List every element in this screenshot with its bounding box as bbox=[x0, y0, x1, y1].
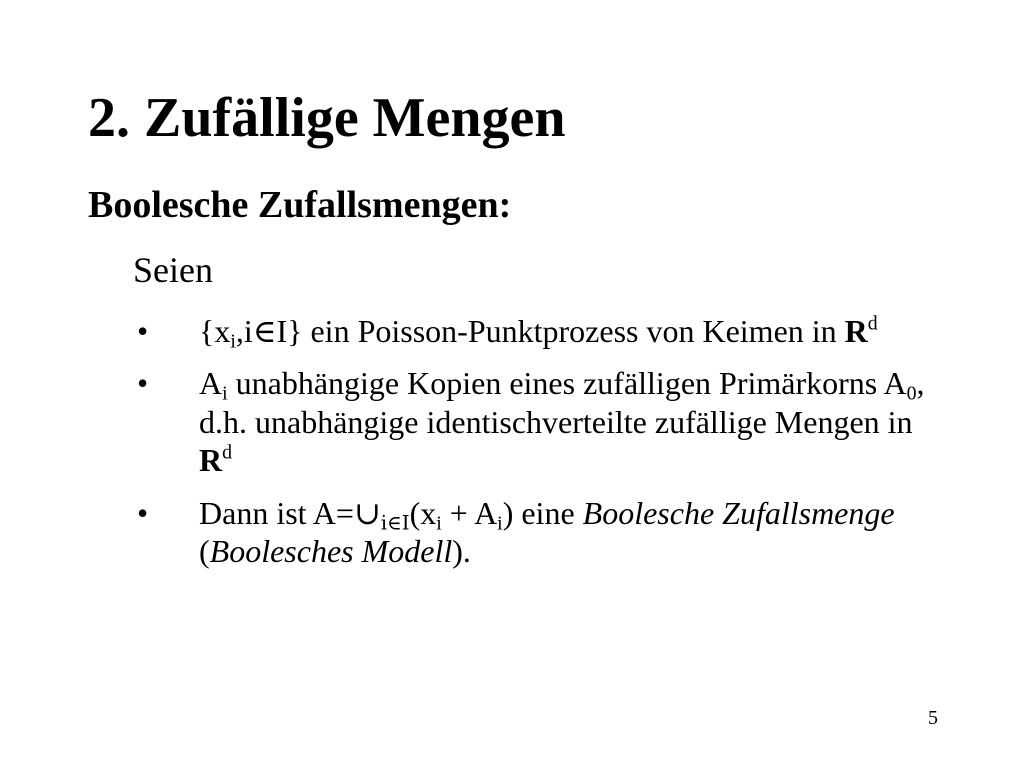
bullet-list bbox=[133, 312, 933, 584]
slide-title: 2. Zufällige Mengen bbox=[88, 87, 566, 149]
bullet-marker: • bbox=[137, 313, 149, 349]
bullet-item-boolean-model bbox=[133, 494, 933, 571]
bullet-marker: • bbox=[137, 365, 149, 402]
slide-subtitle: Boolesche Zufallsmengen: bbox=[88, 184, 512, 226]
element-of-symbol: ∈ bbox=[252, 312, 277, 350]
page-number: 5 bbox=[928, 707, 938, 729]
bullet-item-primary-grain bbox=[133, 364, 933, 479]
union-symbol: ∪ bbox=[353, 493, 381, 532]
intro-text: Seien bbox=[133, 250, 213, 290]
bullet-text: $A_i$ unabhängige Kopien eines zufälligen Primärkorns $A_0$, d.h. unabhängige identischverteilte zufällige Mengen in $R^d$ bbox=[199, 365, 925, 479]
bullet-item-poisson-process bbox=[133, 312, 933, 353]
bullet-marker: • bbox=[137, 494, 149, 531]
bullet-text: Dann ist $A=\cup_{i\in I}(x_i + A_i)$ eine Boolesche Zufallsmenge (Boolesches Modell). bbox=[199, 493, 895, 569]
bullet-text: $\{x_i,i\in I\}$ ein Poisson-Punktprozess von Keimen in $R^d$ bbox=[199, 312, 878, 353]
